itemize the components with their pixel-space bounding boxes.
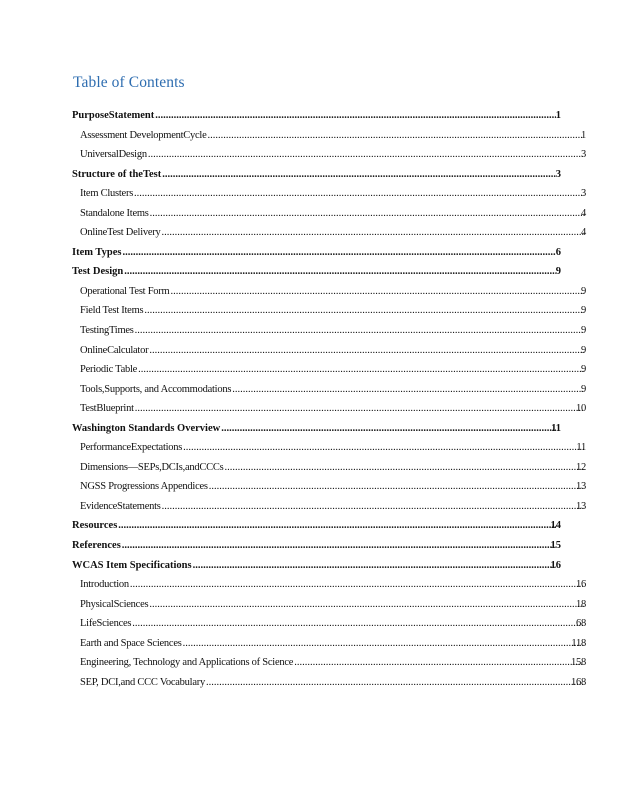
- toc-leader-line: [72, 243, 556, 263]
- toc-page-number: 3: [581, 188, 586, 200]
- toc-section-entry[interactable]: [0, 536, 618, 556]
- toc-leader-line: [80, 184, 584, 204]
- toc-entry-label: PerformanceExpectations: [80, 438, 183, 458]
- toc-entry-label: PurposeStatement: [72, 106, 155, 126]
- toc-entry-label: OnlineCalculator: [80, 341, 149, 361]
- toc-page-number: 10: [576, 403, 586, 415]
- toc-section-entry[interactable]: [0, 419, 618, 439]
- toc-entry-label: Dimensions—SEPs,DCIs,andCCCs: [80, 458, 225, 478]
- toc-page-number: 4: [581, 227, 586, 239]
- toc-subsection-entry[interactable]: [0, 477, 618, 497]
- toc-entry-label: LifeSciences: [80, 614, 132, 634]
- toc-leader-line: [80, 614, 584, 634]
- toc-dot-leader: [148, 145, 584, 165]
- toc-page-number: 9: [581, 364, 586, 376]
- toc-dot-leader: [206, 673, 584, 693]
- toc-leader-line: [80, 223, 584, 243]
- toc-entry-label: Standalone Items: [80, 204, 150, 224]
- toc-entry-label: Periodic Table: [80, 360, 138, 380]
- toc-dot-leader: [162, 223, 584, 243]
- toc-leader-line: [80, 341, 584, 361]
- toc-entry-label: Structure of theTest: [72, 165, 162, 185]
- toc-dot-leader: [208, 126, 584, 146]
- toc-subsection-entry[interactable]: [0, 301, 618, 321]
- toc-leader-line: [80, 145, 584, 165]
- toc-dot-leader: [123, 243, 557, 263]
- toc-subsection-entry[interactable]: [0, 360, 618, 380]
- toc-entry-label: TestBlueprint: [80, 399, 135, 419]
- toc-leader-line: [80, 477, 584, 497]
- toc-subsection-entry[interactable]: [0, 380, 618, 400]
- toc-page-number: 16: [550, 559, 561, 571]
- toc-entry-label: Test Design: [72, 262, 124, 282]
- toc-dot-leader: [135, 399, 584, 419]
- toc-subsection-entry[interactable]: [0, 204, 618, 224]
- toc-entry-label: SEP, DCI,and CCC Vocabulary: [80, 673, 206, 693]
- toc-leader-line: [80, 497, 584, 517]
- toc-section-entry[interactable]: [0, 516, 618, 536]
- toc-entry-label: Engineering, Technology and Applications of Science: [80, 653, 294, 673]
- toc-page-number: 13: [576, 500, 586, 512]
- toc-dot-leader: [155, 106, 556, 126]
- toc-dot-leader: [132, 614, 584, 634]
- toc-entry-label: Item Clusters: [80, 184, 134, 204]
- toc-subsection-entry[interactable]: [0, 341, 618, 361]
- toc-entry-label: PhysicalSciences: [80, 595, 149, 615]
- toc-page-number: 13: [576, 481, 586, 493]
- toc-page-number: 9: [581, 285, 586, 297]
- toc-subsection-entry[interactable]: [0, 575, 618, 595]
- toc-dot-leader: [135, 321, 584, 341]
- toc-leader-line: [80, 399, 584, 419]
- toc-section-entry[interactable]: [0, 556, 618, 576]
- toc-entry-label: EvidenceStatements: [80, 497, 162, 517]
- toc-leader-line: [80, 673, 584, 693]
- toc-leader-line: [80, 458, 584, 478]
- toc-subsection-entry[interactable]: [0, 126, 618, 146]
- toc-page-number: 1: [555, 110, 561, 121]
- toc-leader-line: [72, 419, 556, 439]
- toc-entry-label: Resources: [72, 516, 118, 536]
- toc-leader-line: [80, 301, 584, 321]
- toc-entry-label: UniversalDesign: [80, 145, 148, 165]
- toc-entry-label: Field Test Items: [80, 301, 144, 321]
- toc-section-entry[interactable]: [0, 243, 618, 263]
- toc-page-number: 9: [581, 325, 586, 337]
- toc-leader-line: [80, 282, 584, 302]
- toc-dot-leader: [122, 536, 556, 556]
- toc-leader-line: [80, 360, 584, 380]
- toc-dot-leader: [134, 184, 584, 204]
- toc-leader-line: [80, 653, 584, 673]
- toc-dot-leader: [149, 595, 584, 615]
- toc-page-number: 118: [571, 637, 586, 649]
- toc-leader-line: [72, 516, 556, 536]
- toc-dot-leader: [193, 556, 556, 576]
- toc-leader-line: [72, 165, 556, 185]
- toc-subsection-entry[interactable]: [0, 321, 618, 341]
- toc-leader-line: [80, 380, 584, 400]
- toc-page-number: 158: [571, 657, 586, 669]
- toc-entry-label: WCAS Item Specifications: [72, 556, 193, 576]
- toc-page-number: 68: [576, 618, 586, 630]
- toc-entry-label: Operational Test Form: [80, 282, 170, 302]
- toc-leader-line: [80, 321, 584, 341]
- toc-dot-leader: [118, 516, 556, 536]
- toc-subsection-entry[interactable]: [0, 595, 618, 615]
- toc-subsection-entry[interactable]: [0, 497, 618, 517]
- toc-subsection-entry[interactable]: [0, 399, 618, 419]
- toc-page-number: 4: [581, 207, 586, 219]
- toc-page-number: 168: [571, 676, 586, 688]
- toc-dot-leader: [209, 477, 584, 497]
- toc-page-number: 3: [581, 149, 586, 161]
- toc-dot-leader: [150, 204, 584, 224]
- toc-entry-label: Earth and Space Sciences: [80, 634, 183, 654]
- toc-dot-leader: [225, 458, 584, 478]
- toc-subsection-entry[interactable]: [0, 634, 618, 654]
- toc-title: Table of Contents: [73, 74, 185, 91]
- toc-page-number: 6: [555, 246, 561, 258]
- toc-subsection-entry[interactable]: [0, 653, 618, 673]
- toc-leader-line: [80, 595, 584, 615]
- toc-subsection-entry[interactable]: [0, 438, 618, 458]
- toc-section-entry[interactable]: [0, 106, 618, 126]
- toc-leader-line: [80, 204, 584, 224]
- toc-dot-leader: [124, 262, 556, 282]
- toc-page-number: 9: [581, 344, 586, 356]
- toc-page-number: 3: [555, 168, 561, 180]
- toc-dot-leader: [221, 419, 556, 439]
- toc-page-number: 11: [576, 442, 586, 454]
- toc-leader-line: [80, 438, 584, 458]
- toc-leader-line: [80, 126, 584, 146]
- toc-dot-leader: [162, 165, 556, 185]
- toc-page-number: 14: [550, 520, 561, 532]
- toc-section-entry[interactable]: [0, 165, 618, 185]
- toc-subsection-entry[interactable]: [0, 458, 618, 478]
- toc-page-number: 1: [581, 129, 586, 141]
- toc-dot-leader: [183, 634, 584, 654]
- toc-subsection-entry[interactable]: [0, 184, 618, 204]
- toc-dot-leader: [162, 497, 584, 517]
- toc-subsection-entry[interactable]: [0, 614, 618, 634]
- toc-page-number: 11: [551, 422, 561, 434]
- toc-entry-label: Assessment DevelopmentCycle: [80, 126, 208, 146]
- toc-entry-label: References: [72, 536, 122, 556]
- toc-dot-leader: [232, 380, 584, 400]
- toc-page-number: 9: [555, 266, 561, 278]
- toc-list: [0, 106, 618, 692]
- toc-page-number: 9: [581, 383, 586, 395]
- toc-entry-label: TestingTimes: [80, 321, 135, 341]
- toc-page-number: 12: [576, 461, 586, 473]
- toc-subsection-entry[interactable]: [0, 282, 618, 302]
- toc-leader-line: [72, 556, 556, 576]
- toc-entry-label: Washington Standards Overview: [72, 419, 221, 439]
- toc-dot-leader: [138, 360, 584, 380]
- toc-page-number: 18: [576, 598, 586, 610]
- toc-dot-leader: [149, 341, 584, 361]
- toc-leader-line: [80, 575, 584, 595]
- toc-dot-leader: [170, 282, 584, 302]
- toc-leader-line: [72, 536, 556, 556]
- toc-section-entry[interactable]: [0, 262, 618, 282]
- toc-entry-label: Introduction: [80, 575, 130, 595]
- toc-page-number: 9: [581, 305, 586, 317]
- toc-dot-leader: [294, 653, 584, 673]
- toc-subsection-entry[interactable]: [0, 145, 618, 165]
- toc-leader-line: [72, 262, 556, 282]
- toc-subsection-entry[interactable]: [0, 223, 618, 243]
- toc-leader-line: [80, 634, 584, 654]
- toc-dot-leader: [183, 438, 584, 458]
- toc-entry-label: NGSS Progressions Appendices: [80, 477, 209, 497]
- toc-page-number: 16: [576, 579, 586, 591]
- toc-entry-label: OnlineTest Delivery: [80, 223, 162, 243]
- toc-leader-line: [72, 106, 556, 126]
- toc-entry-label: Tools,Supports, and Accommodations: [80, 380, 232, 400]
- toc-dot-leader: [130, 575, 584, 595]
- toc-dot-leader: [144, 301, 584, 321]
- toc-page-number: 15: [550, 540, 561, 552]
- toc-entry-label: Item Types: [72, 243, 123, 263]
- toc-subsection-entry[interactable]: [0, 673, 618, 693]
